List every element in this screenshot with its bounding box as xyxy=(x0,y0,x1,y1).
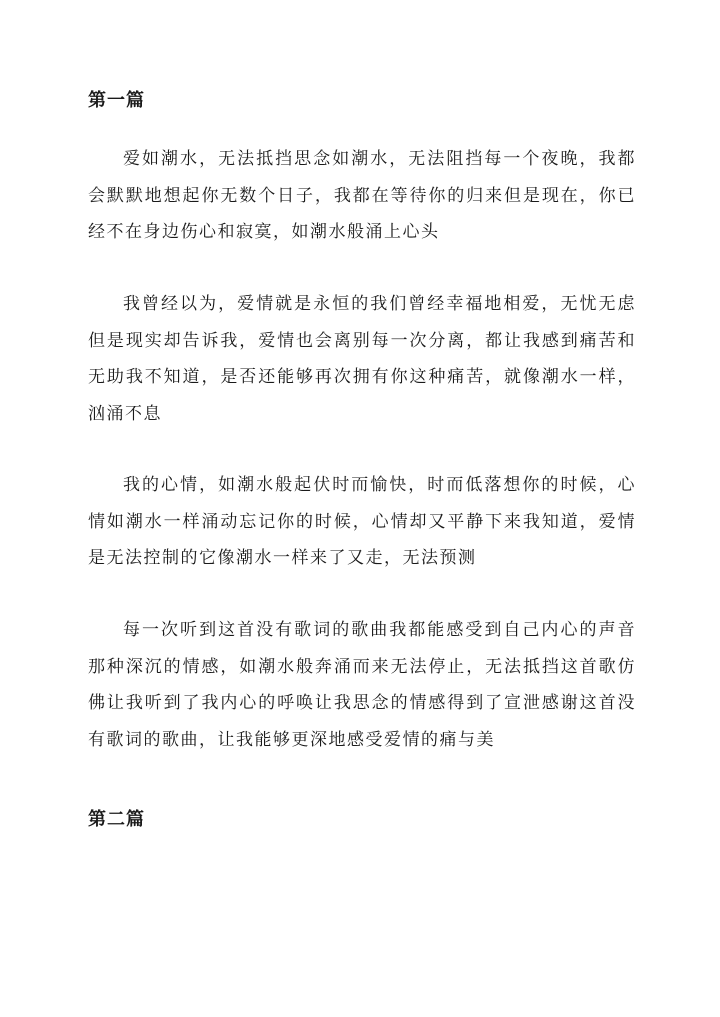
paragraph-4: 每一次听到这首没有歌词的歌曲我都能感受到自己内心的声音那种深沉的情感，如潮水般奔涌而来无法停止，无法抵挡这首歌仿佛让我听到了我内心的呼唤让我思念的情感得到了宣泄感谢这首没有歌词的歌曲，让我能够更深地感受爱情的痛与美 xyxy=(88,620,636,750)
paragraph-2: 我曾经以为，爱情就是永恒的我们曾经幸福地相爱，无忧无虑但是现实却告诉我，爱情也会离别每一次分离，都让我感到痛苦和无助我不知道，是否还能够再次拥有你这种痛苦，就像潮水一样，汹涌不息 xyxy=(88,294,636,424)
section-heading-2: 第二篇 xyxy=(88,809,145,830)
paragraph-1: 爱如潮水，无法抵挡思念如潮水，无法阻挡每一个夜晚，我都会默默地想起你无数个日子，我都在等待你的归来但是现在，你已经不在身边伤心和寂寞，如潮水般涌上心头 xyxy=(88,149,636,242)
paragraph-3: 我的心情，如潮水般起伏时而愉快，时而低落想你的时候，心情如潮水一样涌动忘记你的时候，心情却又平静下来我知道，爱情是无法控制的它像潮水一样来了又走，无法预测 xyxy=(88,475,636,568)
section-heading-1: 第一篇 xyxy=(88,90,145,111)
